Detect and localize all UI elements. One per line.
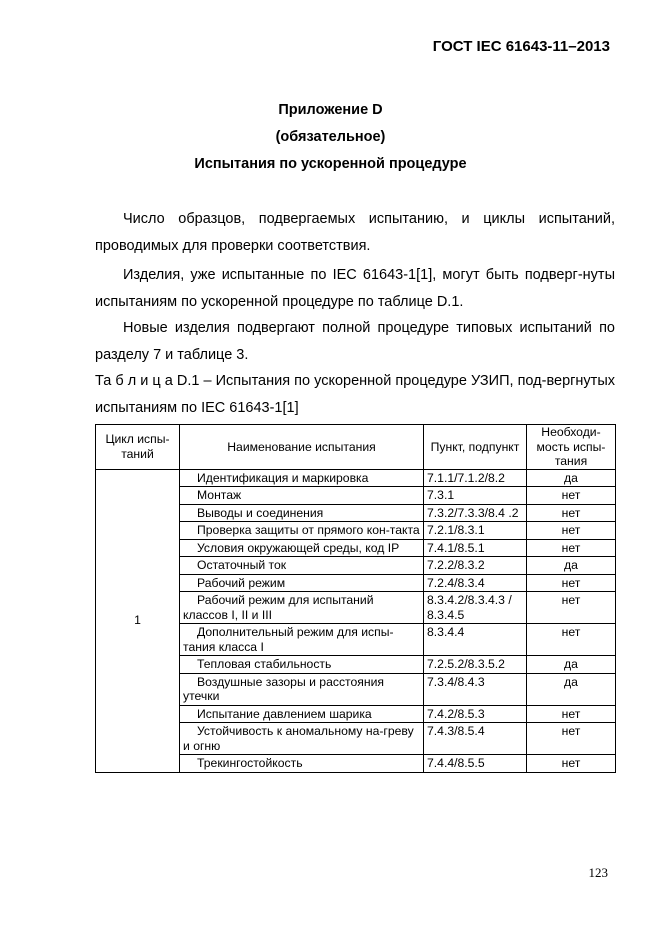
paragraph-sample-count: Число образцов, подвергаемых испытанию, и циклы испытаний, проводимых для проверки соответствия. [95, 211, 615, 254]
test-name-text: Условия окружающей среды, код IP [197, 540, 400, 555]
test-necessity: да [527, 557, 616, 575]
test-name-text: Воздушные зазоры и расстояния утечки [183, 674, 385, 703]
test-clause: 7.3.1 [424, 487, 527, 505]
test-clause: 7.4.4/8.5.5 [424, 755, 527, 773]
test-necessity: нет [527, 723, 616, 755]
paragraph-tested-products: Изделия, уже испытанные по IEC 61643-1[1], могут быть подверг-нуты испытаниям по ускоренной процедуре по таблице D.1. [95, 267, 615, 310]
page-number: 123 [588, 865, 608, 880]
standard-designation: ГОСТ IEC 61643-11–2013 [432, 38, 610, 55]
test-clause: 7.1.1/7.1.2/8.2 [424, 469, 527, 487]
test-necessity: нет [527, 487, 616, 505]
test-name-text: Тепловая стабильность [197, 657, 332, 671]
test-necessity: нет [527, 522, 616, 540]
test-name [180, 624, 424, 656]
test-necessity: нет [527, 574, 616, 592]
test-name [180, 755, 424, 773]
test-clause: 7.4.2/8.5.3 [424, 705, 527, 723]
test-clause: 7.4.3/8.5.4 [424, 723, 527, 755]
test-clause: 7.2.4/8.3.4 [424, 574, 527, 592]
header-test-name: Наименование испытания [180, 425, 424, 470]
annex-subject: Испытания по ускоренной процедуре [194, 156, 467, 172]
table-header-row [96, 425, 616, 470]
table-caption-label: Та б л и ц а [95, 373, 173, 389]
test-name [180, 504, 424, 522]
test-clause: 8.3.4.2/8.3.4.3 / 8.3.4.5 [424, 592, 527, 624]
test-name [180, 723, 424, 755]
test-necessity: нет [527, 504, 616, 522]
accelerated-tests-table [95, 424, 616, 773]
test-necessity: да [527, 673, 616, 705]
test-name [180, 557, 424, 575]
annex-status: (обязательное) [275, 129, 386, 145]
test-name [180, 574, 424, 592]
test-name-text: Рабочий режим [197, 575, 286, 590]
test-name-text: Испытание давлением шарика [197, 706, 372, 721]
test-clause: 7.3.4/8.4.3 [424, 673, 527, 705]
test-clause: 7.3.2/7.3.3/8.4 .2 [424, 504, 527, 522]
test-name-text: Устойчивость к аномальному на-греву и огню [183, 724, 414, 753]
test-name-text: Дополнительный режим для испы-тания класса I [183, 625, 394, 654]
test-name [180, 592, 424, 624]
header-clause: Пункт, подпункт [424, 425, 527, 470]
test-name [180, 656, 424, 674]
test-clause: 8.3.4.4 [424, 624, 527, 656]
header-necessity: Необходи-мость испы-тания [527, 425, 616, 470]
test-name-text: Выводы и соединения [197, 505, 324, 520]
test-name [180, 522, 424, 540]
test-name-text: Проверка защиты от прямого кон-такта [197, 523, 420, 537]
test-necessity: нет [527, 624, 616, 656]
paragraph-new-products: Новые изделия подвергают полной процедуре типовых испытаний по разделу 7 и таблице 3. [95, 320, 615, 363]
test-name-text: Остаточный ток [197, 558, 287, 572]
test-name [180, 705, 424, 723]
test-necessity: нет [527, 592, 616, 624]
test-name [180, 487, 424, 505]
test-necessity: нет [527, 755, 616, 773]
test-name-text: Монтаж [197, 488, 242, 502]
test-necessity: нет [527, 539, 616, 557]
table-row [96, 469, 616, 487]
test-necessity: нет [527, 705, 616, 723]
test-clause: 7.4.1/8.5.1 [424, 539, 527, 557]
test-name [180, 673, 424, 705]
test-name [180, 469, 424, 487]
cycle-cell: 1 [96, 469, 180, 772]
test-clause: 7.2.1/8.3.1 [424, 522, 527, 540]
test-clause: 7.2.2/8.3.2 [424, 557, 527, 575]
table-caption [95, 368, 615, 421]
test-name [180, 539, 424, 557]
test-name-text: Рабочий режим для испытаний классов I, II и III [183, 593, 374, 622]
test-name-text: Трекингостойкость [197, 756, 303, 770]
test-name-text: Идентификация и маркировка [197, 470, 369, 485]
test-necessity: да [527, 469, 616, 487]
annex-title: Приложение D [278, 102, 383, 118]
table-caption-text: D.1 – Испытания по ускоренной процедуре УЗИП, под-вергнутых испытаниям по IEC 61643-1[1] [95, 373, 615, 416]
header-cycle: Цикл испы-таний [96, 425, 180, 470]
test-clause: 7.2.5.2/8.3.5.2 [424, 656, 527, 674]
test-necessity: да [527, 656, 616, 674]
